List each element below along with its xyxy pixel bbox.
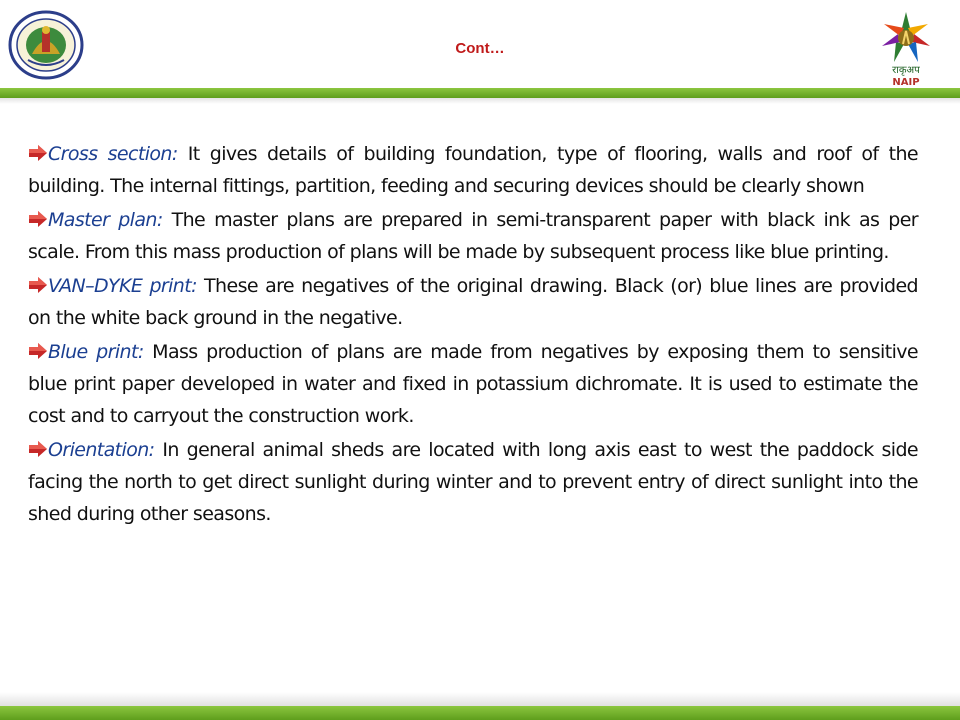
bullet-text: In general animal sheds are located with long axis east to west the paddock side facing the north to get direct sunlight during winter and to prevent entry of direct sunlight into the shed during other seasons. <box>28 439 918 525</box>
term-label: Master plan <box>48 209 157 231</box>
bullet-text: The master plans are prepared in semi-transparent paper with black ink as per scale. From this mass production of plans will be made by subsequent process like blue printing. <box>28 209 918 263</box>
bullet-text: It gives details of building foundation, type of flooring, walls and roof of the building. The internal fittings, partition, feeding and securing devices should be clearly shown <box>28 143 918 197</box>
term-label: Blue print <box>48 341 138 363</box>
term-separator: : <box>137 341 144 363</box>
arrow-bullet-icon <box>28 276 48 294</box>
term-separator: : <box>191 275 197 297</box>
naip-logo-script: राकृअप <box>892 65 920 76</box>
footer-green-band <box>0 706 960 720</box>
naip-logo <box>866 8 946 88</box>
bullet-item-van-dyke-print <box>28 270 918 334</box>
bullet-text: These are negatives of the original drawing. Black (or) blue lines are provided on the white back ground in the negative. <box>28 275 919 329</box>
header-green-band <box>0 88 960 98</box>
slide-title: Cont… <box>455 40 505 57</box>
footer-band-shadow <box>0 692 960 706</box>
term-label: Cross section <box>48 143 172 165</box>
term-label: Orientation <box>48 439 149 461</box>
term-separator: : <box>156 209 163 231</box>
bullet-item-blue-print <box>28 336 918 432</box>
term-label: VAN–DYKE print <box>48 275 192 297</box>
arrow-bullet-icon <box>28 144 48 162</box>
bullet-list <box>28 138 918 532</box>
bullet-item-cross-section <box>28 138 918 202</box>
header-band-shadow <box>0 98 960 104</box>
arrow-bullet-icon <box>28 440 48 458</box>
bullet-item-orientation <box>28 434 918 530</box>
arrow-bullet-icon <box>28 342 48 360</box>
term-separator: : <box>171 143 178 165</box>
naip-logo-text: NAIP <box>892 77 920 88</box>
term-separator: : <box>148 439 155 461</box>
bullet-text: Mass production of plans are made from negatives by exposing them to sensitive blue print paper developed in water and fixed in potassium dichromate. It is used to estimate the cost and to carryout the construction work. <box>28 341 918 427</box>
arrow-bullet-icon <box>28 210 48 228</box>
bullet-item-master-plan <box>28 204 918 268</box>
